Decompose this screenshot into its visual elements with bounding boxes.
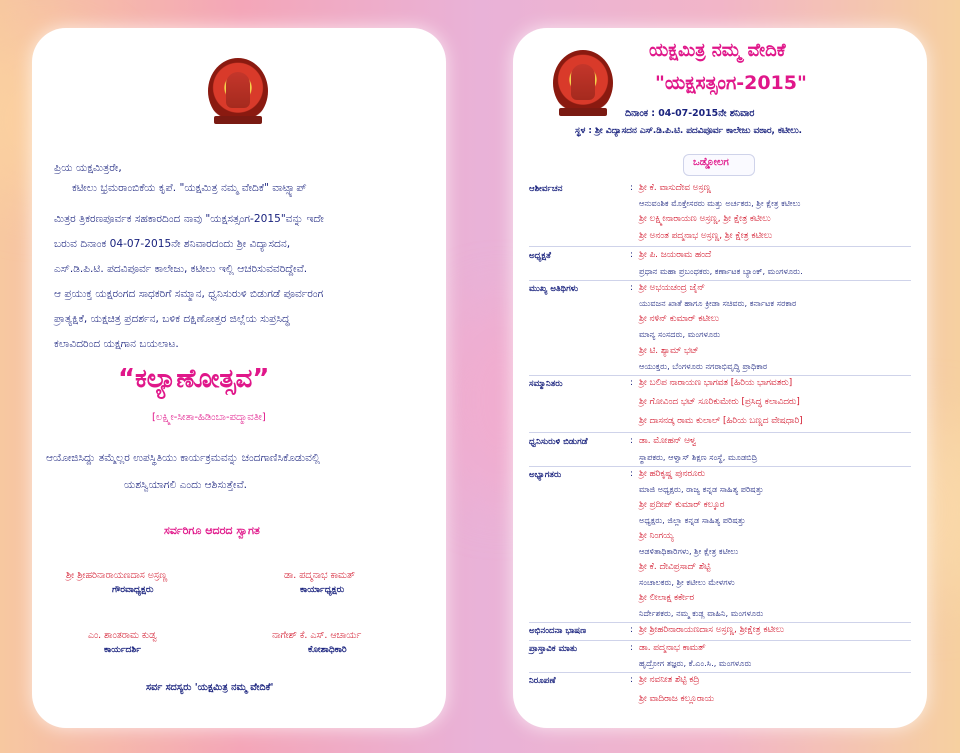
colon: : — [630, 625, 634, 635]
invite-line: ಯಶಸ್ವಿಯಾಗಲಿ ಎಂದು ಆಶಿಸುತ್ತೇವೆ. — [124, 479, 248, 491]
yakshagana-emblem-icon — [553, 50, 613, 116]
row-divider — [529, 640, 911, 641]
org-title: ಯಕ್ಷಮಿತ್ರ ನಮ್ಮ ವೇದಿಕೆ — [649, 40, 786, 61]
guest-name: ಡಾ. ಪದ್ಮನಾಭ ಕಾಮತ್ — [639, 643, 706, 653]
guest-name: ಶ್ರೀ ಪ್ರದೀಪ್ ಕುಮಾರ್ ಕಲ್ಕೂರ — [639, 500, 725, 510]
event-title: "ಯಕ್ಷಸತ್ಸಂಗ-2015" — [655, 72, 807, 94]
guest-desc: ಆನುವಂಶಿಕ ಮೊಕ್ತೇಸರರು ಮತ್ತು ಅರ್ಚಕರು, ಶ್ರೀ ಕ್ಷೇತ್ರ ಕಟೀಲು — [639, 198, 801, 208]
colon: : — [630, 183, 634, 193]
official-role: ಕಾರ್ಯಾಧ್ಯಕ್ಷರು — [300, 585, 345, 595]
row-label-honorees: ಸಮ್ಮಾನಿತರು — [529, 379, 563, 389]
row-divider — [529, 622, 911, 623]
invitation-letter-card — [32, 28, 446, 728]
row-label-ashirvachana: ಆಶೀರ್ವಚನ — [529, 184, 563, 194]
colon: : — [630, 643, 634, 653]
row-divider — [529, 672, 911, 673]
guest-desc: ಯುವಜನ ಖಾತೆ ಹಾಗೂ ಕ್ರೀಡಾ ಸಚಿವರು, ಕರ್ನಾಟಕ ಸರಕಾರ — [639, 298, 797, 308]
official-name: ಎಂ. ಶಾಂತರಾಮ ಕುಡ್ವ — [88, 630, 157, 641]
footer-members: ಸರ್ವ ಸದಸ್ಯರು 'ಯಕ್ಷಮಿತ್ರ ನಮ್ಮ ವೇದಿಕೆ' — [146, 682, 274, 693]
guest-name: ಶ್ರೀ ಅಭಯಚಂದ್ರ ಜೈನ್ — [639, 283, 706, 293]
row-label-release: ಧ್ವನಿಸುರುಳಿ ಬಿಡುಗಡೆ — [529, 437, 588, 447]
guest-name: ಡಾ. ಮೋಹನ್ ಆಳ್ವ — [639, 436, 697, 446]
event-date: ದಿನಾಂಕ : 04-07-2015ನೇ ಶನಿವಾರ — [625, 108, 755, 119]
official-name: ಶ್ರೀ ಶ್ರೀಹರಿನಾರಾಯಣದಾಸ ಅಸ್ರಣ್ಣ — [66, 570, 168, 581]
section-title: ಒಡ್ಡೋಲಗ — [693, 157, 729, 168]
colon: : — [630, 283, 634, 293]
guest-desc: ಸಂಚಾಲಕರು, ಶ್ರೀ ಕಟೀಲು ಮೇಳಗಳು — [639, 577, 735, 587]
guest-desc: ಆಯುಕ್ತರು, ಬೆಂಗಳೂರು ನಗರಾಭಿವೃದ್ಧಿ ಪ್ರಾಧಿಕಾರ — [639, 361, 768, 371]
honoree-name: ಶ್ರೀ ಬಲಿಪ ನಾರಾಯಣ ಭಾಗವತ [ಹಿರಿಯ ಭಾಗವತರು] — [639, 378, 793, 388]
guest-name: ಶ್ರೀ ಕೆ. ವಾಸುದೇವ ಅಸ್ರಣ್ಣ — [639, 183, 711, 193]
guest-name: ಶ್ರೀ ವಾದಿರಾಜ ಕಲ್ಲೂರಾಯ — [639, 694, 714, 704]
body-line: ಮಿತ್ರರ ತ್ರಿಕರಣಪೂರ್ವಕ ಸಹಕಾರದಿಂದ ನಾವು "ಯಕ್ಷಸತ್ಸಂಗ-2015"ವನ್ನು ಇದೇ — [54, 213, 324, 225]
row-label-abhinandana: ಅಭಿನಂದನಾ ಭಾಷಣ — [529, 626, 587, 636]
guest-name: ಶ್ರೀ ಲೀಲಾಕ್ಷ ಕರ್ಕೇರ — [639, 593, 695, 603]
welcome-text: ಸರ್ವರಿಗೂ ಆದರದ ಸ್ವಾಗತ — [164, 524, 260, 537]
guest-name: ಶ್ರೀ ಹರಿಕೃಷ್ಣ ಪುನರೂರು — [639, 469, 706, 479]
colon: : — [630, 675, 634, 685]
invite-line: ಆಯೋಜಿಸಿದ್ದು ತಮ್ಮೆಲ್ಲರ ಉಪಸ್ಥಿತಿಯು ಕಾರ್ಯಕ್ರಮವನ್ನು ಚಂದಗಾಣಿಸಿಕೊಡುವಲ್ಲಿ — [46, 452, 320, 464]
row-label-prastavika: ಪ್ರಾಸ್ತಾವಿಕ ಮಾತು — [529, 644, 578, 654]
official-role: ಗೌರವಾಧ್ಯಕ್ಷರು — [112, 585, 154, 595]
guest-desc: ಪ್ರಧಾನ ಮಹಾ ಪ್ರಬಂಧಕರು, ಕರ್ಣಾಟಕ ಬ್ಯಾಂಕ್, ಮಂಗಳೂರು. — [639, 266, 803, 276]
colon: : — [630, 378, 634, 388]
guest-name: ಶ್ರೀ ಟಿ. ಶ್ಯಾಮ್ ಭಟ್ — [639, 346, 699, 356]
colon: : — [630, 436, 634, 446]
salutation: ಪ್ರಿಯ ಯಕ್ಷಮಿತ್ರರೇ, — [54, 162, 122, 174]
body-line: ಕಲಾವಿದರಿಂದ ಯಕ್ಷಗಾನ ಬಯಲಾಟ. — [54, 338, 179, 350]
guest-name: ಶ್ರೀ ಶ್ರೀಹರಿನಾರಾಯಣದಾಸ ಅಸ್ರಣ್ಣ, ಶ್ರೀಕ್ಷೇತ್ರ ಕಟೀಲು — [639, 625, 785, 635]
official-role: ಕೋಶಾಧಿಕಾರಿ — [308, 645, 347, 655]
show-title: “ಕಲ್ಯಾಣೋತ್ಸವ” — [118, 364, 270, 394]
body-line: ಆ ಪ್ರಯುಕ್ತ ಯಕ್ಷರಂಗದ ಸಾಧಕರಿಗೆ ಸಮ್ಮಾನ, ಧ್ವನಿಸುರುಳಿ ಬಿಡುಗಡೆ ಪೂರ್ವರಂಗ — [54, 288, 324, 300]
row-divider — [529, 432, 911, 433]
body-line: ಬರುವ ದಿನಾಂಕ 04-07-2015ನೇ ಶನಿವಾರದಂದು ಶ್ರೀ ವಿದ್ಯಾಸದನ, — [54, 238, 291, 250]
row-divider — [529, 375, 911, 376]
guest-desc: ಮಾನ್ಯ ಸಂಸದರು, ಮಂಗಳೂರು — [639, 329, 721, 339]
colon: : — [630, 469, 634, 479]
guest-desc: ಸ್ಥಾಪಕರು, ಆಳ್ವಾಸ್ ಶಿಕ್ಷಣ ಸಂಸ್ಥೆ, ಮೂಡಬಿದ್ರಿ — [639, 452, 758, 462]
guest-desc: ನಿರ್ದೇಶಕರು, ನಮ್ಮ ಕುಡ್ಲ ವಾಹಿನಿ, ಮಂಗಳೂರು — [639, 608, 764, 618]
official-name: ಡಾ. ಪದ್ಮನಾಭ ಕಾಮತ್ — [284, 570, 355, 581]
guest-name: ಶ್ರೀ ನಳಿನ್ ಕುಮಾರ್ ಕಟೀಲು — [639, 314, 720, 324]
guest-name: ಶ್ರೀ ಪಿ. ಜಯರಾಮ ಹಂದೆ — [639, 250, 712, 260]
row-label-visitors: ಅಭ್ಯಾಗತರು — [529, 470, 562, 480]
row-label-niroopane: ನಿರೂಪಣೆ — [529, 676, 556, 686]
row-divider — [529, 280, 911, 281]
official-role: ಕಾರ್ಯದರ್ಶಿ — [104, 645, 141, 655]
honoree-name: ಶ್ರೀ ದಾಸನಡ್ಕ ರಾಮ ಕುಲಾಲ್ [ಹಿರಿಯ ಬಣ್ಣದ ವೇಷಧಾರಿ] — [639, 416, 803, 426]
guest-name: ಶ್ರೀ ನವನೀತ ಶೆಟ್ಟಿ ಕದ್ರಿ — [639, 675, 700, 685]
show-subtitle: [ಲಕ್ಷ್ಮೀ-ಸೀತಾ-ಹಿಡಿಂಬಾ-ಪದ್ಮಾವತೀ] — [152, 412, 266, 423]
guest-name: ಶ್ರೀ ನಿಂಗಯ್ಯ — [639, 531, 674, 541]
row-label-adhyakshate: ಅಧ್ಯಕ್ಷತೆ — [529, 251, 551, 261]
row-label-guests: ಮುಖ್ಯ ಅತಿಥಿಗಳು — [529, 284, 579, 294]
guest-desc: ಹೃದ್ರೋಗ ತಜ್ಞರು, ಕೆ.ಎಂ.ಸಿ., ಮಂಗಳೂರು — [639, 658, 752, 668]
event-venue: ಸ್ಥಳ : ಶ್ರೀ ವಿದ್ಯಾಸದನ ಎಸ್.ಡಿ.ಪಿ.ಟಿ. ಪದವಿಪೂರ್ವ ಕಾಲೇಜು ವಠಾರ, ಕಟೀಲು. — [575, 126, 802, 136]
guest-desc: ಅಧ್ಯಕ್ಷರು, ಜಿಲ್ಲಾ ಕನ್ನಡ ಸಾಹಿತ್ಯ ಪರಿಷತ್ತು — [639, 515, 746, 525]
guest-name: ಶ್ರೀ ಅನಂತ ಪದ್ಮನಾಭ ಅಸ್ರಣ್ಣ, ಶ್ರೀ ಕ್ಷೇತ್ರ ಕಟೀಲು — [639, 231, 773, 241]
guest-desc: ಮಾಜಿ ಅಧ್ಯಕ್ಷರು, ರಾಜ್ಯ ಕನ್ನಡ ಸಾಹಿತ್ಯ ಪರಿಷತ್ತು — [639, 484, 764, 494]
program-schedule-card — [513, 28, 927, 728]
body-line: ಪ್ರಾತ್ಯಕ್ಷಿಕೆ, ಯಕ್ಷಚಿತ್ರ ಪ್ರದರ್ಶನ, ಬಳಿಕ ದಕ್ಷಿಣೋತ್ತರ ಜಿಲ್ಲೆಯ ಸುಪ್ರಸಿದ್ಧ — [54, 313, 290, 325]
yakshagana-emblem-icon — [208, 58, 268, 124]
body-line: ಎಸ್.ಡಿ.ಪಿ.ಟಿ. ಪದವಿಪೂರ್ವ ಕಾಲೇಜು, ಕಟೀಲು ಇಲ್ಲಿ ಆಚರಿಸುವವರಿದ್ದೇವೆ. — [54, 263, 308, 275]
body-line: ಕಟೀಲು ಭ್ರಮರಾಂಬಿಕೆಯ ಕೃಪೆ. "ಯಕ್ಷಮಿತ್ರ ನಮ್ಮ ವೇದಿಕೆ" ವಾಟ್ಸ್ಯಾಪ್ — [72, 182, 307, 194]
honoree-name: ಶ್ರೀ ಗೋವಿಂದ ಭಟ್ ಸೂರಿಕುಮೇರು [ಪ್ರಸಿದ್ಧ ಕಲಾವಿದರು] — [639, 397, 800, 407]
row-divider — [529, 466, 911, 467]
guest-desc: ಆಡಳಿತಾಧಿಕಾರಿಗಳು, ಶ್ರೀ ಕ್ಷೇತ್ರ ಕಟೀಲು — [639, 546, 739, 556]
official-name: ನಾಗೇಶ್ ಕೆ. ಎಸ್. ಆಚಾರ್ಯ — [272, 630, 362, 641]
guest-name: ಶ್ರೀ ಕೆ. ದೇವಿಪ್ರಸಾದ್ ಶೆಟ್ಟಿ — [639, 562, 711, 572]
colon: : — [630, 250, 634, 260]
row-divider — [529, 246, 911, 247]
guest-name: ಶ್ರೀ ಲಕ್ಷ್ಮೀನಾರಾಯಣ ಅಸ್ರಣ್ಣ, ಶ್ರೀ ಕ್ಷೇತ್ರ ಕಟೀಲು — [639, 214, 771, 224]
